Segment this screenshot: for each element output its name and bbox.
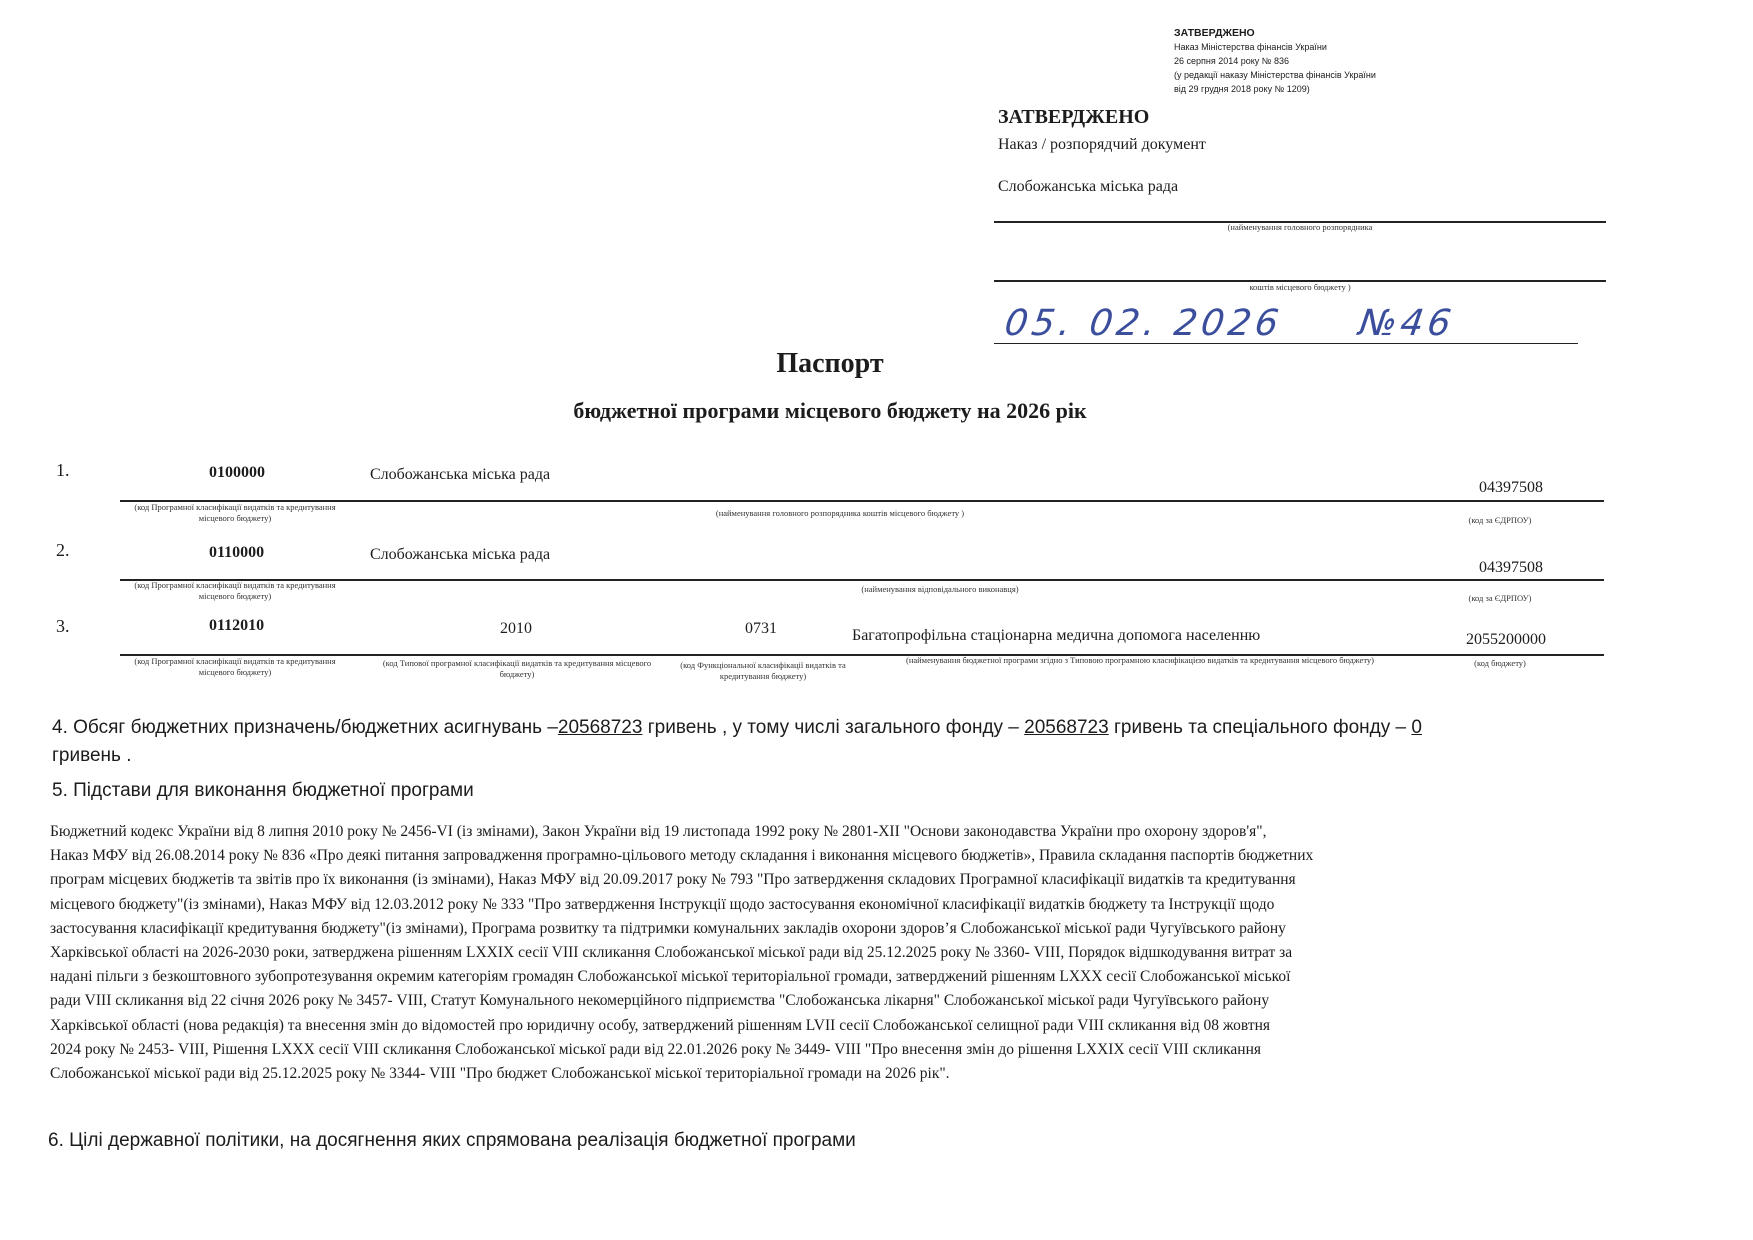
section-4-text-a: 4. Обсяг бюджетних призначень/бюджетних асигнувань –	[52, 717, 558, 738]
top-stamp	[1174, 26, 1376, 96]
row-1-number: 1.	[56, 460, 70, 480]
approval-caption-2: коштів місцевого бюджету )	[1249, 282, 1351, 292]
section-4-text-c: гривень та спеціального фонду –	[1108, 717, 1412, 738]
section-5-line: 2024 року № 2453- VIII, Рішення LXXX сесії VIII скликання Слобожанської міської ради від 22.01.2026 року № 3449- VIII "Про внесення змін до рішення LXXIX сесії VIII скликання	[50, 1040, 1262, 1058]
section-5-line: Наказ МФУ від 26.08.2014 року № 836 «Про деякі питання запровадження програмно-цільового методу складання і виконання місцевого бюджетів», Правила складання паспортів бюджетних	[50, 847, 1314, 865]
section-5-line: надані пільги з безкоштовного зубопротезування окремим категоріям громадян Слобожанської міської територіальної громади, затверджений рішенням LXXX сесії Слобожанської міської	[50, 968, 1291, 986]
section-4-text-d: гривень .	[52, 745, 132, 766]
row-2-cap-edrpou: (код за ЄДРПОУ)	[1468, 593, 1532, 603]
row-3-program-name: Багатопрофільна стаціонарна медична допомога населенню	[852, 627, 1261, 644]
section-5-heading: 5. Підстави для виконання бюджетної програми	[52, 780, 474, 801]
row-3-functional-code: 0731	[745, 620, 777, 637]
section-4-text-b: гривень , у тому числі загального фонду –	[642, 717, 1025, 738]
row-3-cap-functional: (код Функціональної класифікації видатків та кредитування бюджету)	[680, 660, 846, 681]
row-2-name: Слобожанська міська рада	[370, 546, 551, 563]
section-5-line: програм місцевих бюджетів та звітів про їх виконання (із змінами), Наказ МФУ від 20.09.2017 року № 793 "Про затвердження складових Програмної класифікації видатків та кредитування	[50, 871, 1296, 889]
section-5-line: Харківської області на 2026-2030 роки, затверджена рішенням LXXIX сесії VIII скликання Слобожанської міської ради від 25.12.2025 року № 3360- VIII, Порядок відшкодування витрат за	[50, 944, 1293, 962]
row-2-code: 0110000	[209, 544, 265, 561]
row-2-number: 2.	[56, 540, 70, 560]
top-stamp-line: від 29 грудня 2018 року № 1209)	[1174, 84, 1310, 94]
section-5-line: Харківської області (нова редакція) та внесення змін до відомостей про юридичну особу, затверджений рішенням LVII сесії Слобожанської селищної ради VIII скликання від 08 жовтня	[50, 1016, 1271, 1034]
section-4-general-fund: 20568723	[1024, 717, 1109, 738]
approval-caption-1: (найменування головного розпорядника	[1227, 222, 1373, 232]
row-2-edrpou: 04397508	[1479, 559, 1543, 576]
row-1-cap-name: (найменування головного розпорядника коштів місцевого бюджету )	[715, 508, 965, 518]
row-2-cap-name: (найменування відповідального виконавця)	[861, 584, 1019, 594]
row-2-line	[120, 579, 1604, 581]
row-2-cap-code: (код Програмної класифікації видатків та кредитування місцевого бюджету)	[134, 580, 336, 601]
section-5-line: Бюджетний кодекс України від 8 липня 2010 року № 2456-VI (із змінами), Закон України від 19 листопада 1992 року № 2801-XII "Основи законодавства України про охорону здоров'я",	[50, 823, 1267, 840]
section-5-line: місцевого бюджету"(із змінами), Наказ МФУ від 12.03.2012 року № 333 "Про затвердження Інструкції щодо застосування економічної класифікації видатків бюджету та Інструкції щодо	[50, 895, 1275, 913]
row-3-code: 0112010	[209, 617, 265, 634]
row-1-name: Слобожанська міська рада	[370, 466, 551, 483]
approval-line-3	[994, 343, 1578, 344]
row-3-cap-name: (найменування бюджетної програми згідно з Типовою програмною класифікацією видатків та кредитування місцевого бюджету)	[905, 655, 1374, 665]
section-6-heading: 6. Цілі державної політики, на досягнення яких спрямована реалізація бюджетної програми	[48, 1130, 856, 1151]
row-1-code: 0100000	[209, 464, 265, 481]
approval-title: ЗАТВЕРДЖЕНО	[998, 106, 1150, 128]
page-subtitle: бюджетної програми місцевого бюджету на 2026 рік	[573, 398, 1087, 423]
section-4	[52, 714, 1612, 770]
section-5-line: Слобожанської міської ради від 25.12.2025 року № 3344- VIII "Про бюджет Слобожанської міської територіальної громади на 2026 рік".	[50, 1065, 950, 1083]
top-stamp-line: (у редакції наказу Міністерства фінансів України	[1174, 70, 1376, 80]
handwritten-date-number: 05. 02. 2026 №46	[1002, 303, 1458, 344]
row-1-cap-code: (код Програмної класифікації видатків та кредитування місцевого бюджету)	[134, 502, 336, 523]
row-1-line	[120, 500, 1604, 502]
row-3-cap-budget: (код бюджету)	[1474, 658, 1526, 668]
row-3-typical-code: 2010	[500, 620, 532, 637]
row-3-budget-code: 2055200000	[1466, 631, 1546, 648]
section-5-line: застосування класифікації кредитування бюджету"(із змінами), Програма розвитку та підтримки комунальних закладів охорони здоров’я Слобожанської міської ради Чугуївського району	[50, 919, 1286, 937]
section-5-line: ради VIII скликання від 22 січня 2026 року № 3457- VIII, Статут Комунального некомерційного підприємства "Слобожанська лікарня" Слобожанської міської ради Чугуївського району	[50, 992, 1270, 1010]
top-stamp-line: 26 серпня 2014 року № 836	[1174, 56, 1289, 66]
section-4-special-fund: 0	[1411, 717, 1422, 738]
row-3-cap-code: (код Програмної класифікації видатків та кредитування місцевого бюджету)	[134, 656, 336, 677]
page-title: Паспорт	[776, 348, 884, 379]
row-3-cap-typical: (код Типової програмної класифікації видатків та кредитування місцевого бюджету)	[382, 658, 652, 679]
approval-org: Слобожанська міська рада	[998, 178, 1179, 195]
section-4-total: 20568723	[557, 717, 643, 738]
section-5-paragraph	[50, 820, 1600, 1086]
approval-doc-label: Наказ / розпорядчий документ	[998, 136, 1206, 153]
row-3-number: 3.	[56, 616, 70, 636]
row-1-cap-edrpou: (код за ЄДРПОУ)	[1468, 515, 1532, 525]
top-stamp-title: ЗАТВЕРДЖЕНО	[1174, 27, 1255, 39]
row-1-edrpou: 04397508	[1479, 479, 1543, 496]
top-stamp-line: Наказ Міністерства фінансів України	[1174, 42, 1327, 52]
